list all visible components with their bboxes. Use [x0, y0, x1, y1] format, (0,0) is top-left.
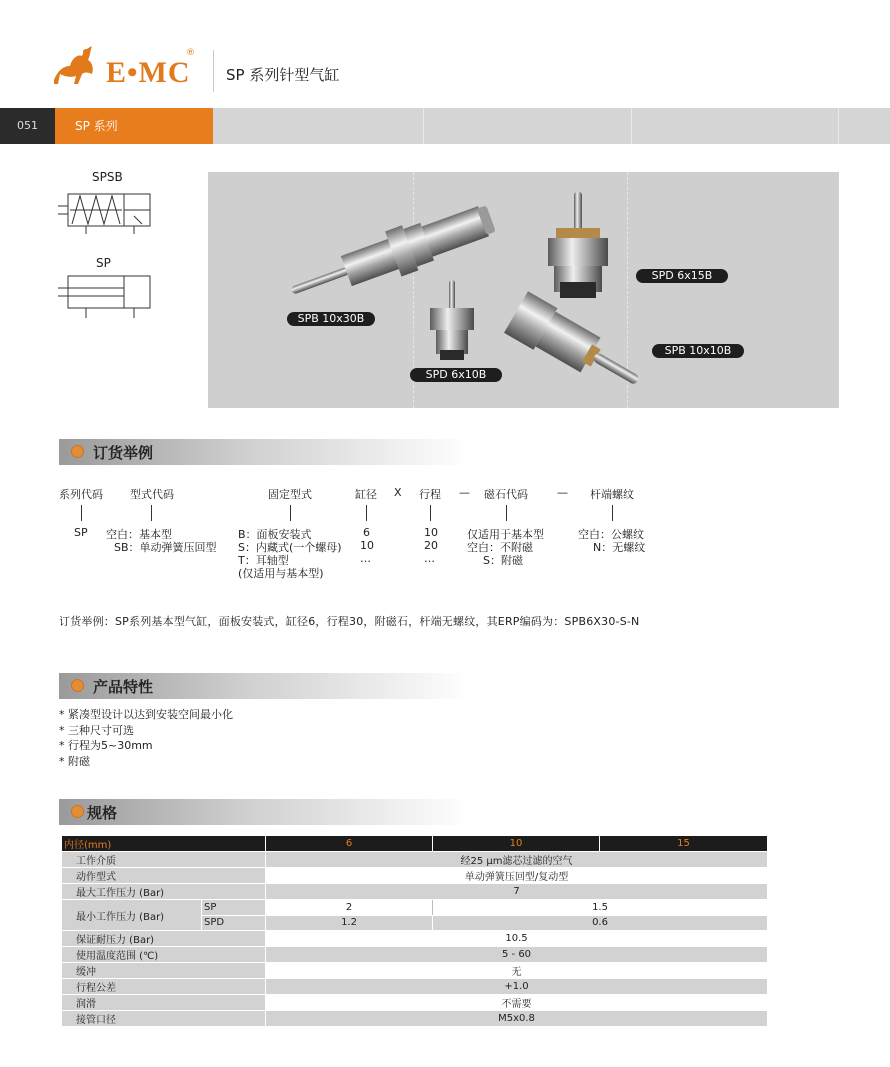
brand-logo-text: E•MC [106, 56, 191, 89]
order-header-dash: — [557, 486, 568, 499]
order-stroke-value: 20 [424, 539, 438, 552]
page-title: SP 系列针型气缸 [226, 66, 340, 84]
table-row [62, 884, 768, 900]
spec-value: 不需要 [266, 995, 768, 1011]
spec-label: 动作型式 [62, 868, 266, 884]
spec-head-10: 10 [433, 836, 600, 852]
table-row [62, 868, 768, 884]
order-magnet-option: S：附磁 [483, 554, 523, 567]
order-bore-value: 10 [360, 539, 374, 552]
order-header-magnet: 磁石代码 [484, 488, 528, 501]
feature-item: * 三种尺寸可选 [59, 724, 134, 737]
table-row [62, 1011, 768, 1027]
spec-value: 10.5 [266, 931, 768, 947]
order-mount-option: B：面板安装式 [238, 528, 312, 541]
section-bullet-icon [71, 805, 84, 818]
features-section-title: 产品特性 [93, 678, 154, 696]
spec-label: 最小工作压力 (Bar) [62, 900, 202, 931]
feature-item: * 附磁 [59, 755, 90, 768]
section-bullet-icon [71, 679, 84, 692]
order-connector-line [430, 505, 431, 521]
spec-sublabel: SP [202, 900, 266, 916]
spd-6x15b-tag: SPD 6x15B [636, 269, 728, 283]
order-type-option: 空白：基本型 [106, 528, 172, 541]
order-connector-line [81, 505, 82, 521]
table-row [62, 963, 768, 979]
order-connector-line [506, 505, 507, 521]
spec-label: 润滑 [62, 995, 266, 1011]
band-separator [631, 108, 632, 144]
order-header-type: 型式代码 [130, 488, 174, 501]
order-mount-option: T：耳轴型 [238, 554, 289, 567]
order-connector-line [612, 505, 613, 521]
order-bore-value: … [360, 552, 371, 565]
spec-value: 1.2 [266, 915, 433, 931]
spec-label: 缓冲 [62, 963, 266, 979]
order-stroke-value: … [424, 552, 435, 565]
order-connector-line [151, 505, 152, 521]
spec-value: 无 [266, 963, 768, 979]
order-example-text: 订货举例：SP系列基本型气缸，面板安装式，缸径6，行程30，附磁石，杆端无螺纹，其ERP编码为：SPB6X30-S-N [59, 615, 640, 628]
header-divider [213, 50, 214, 92]
series-tab: SP 系列 [55, 108, 213, 144]
band-separator [423, 108, 424, 144]
order-thread-option: 空白：公螺纹 [578, 528, 644, 541]
spec-value: +1.0 [266, 979, 768, 995]
order-header-series: 系列代码 [59, 488, 103, 501]
spec-head-15: 15 [600, 836, 768, 852]
order-header-x: X [394, 486, 402, 499]
spsb-spring-cylinder-symbol [58, 184, 154, 236]
order-header-stroke: 行程 [419, 488, 441, 501]
order-series-value: SP [74, 526, 88, 539]
spec-value: M5x0.8 [266, 1011, 768, 1027]
spec-header-row [62, 836, 768, 852]
order-section-title: 订货举例 [93, 444, 154, 462]
spec-section-header [59, 799, 471, 825]
page-number: 051 [0, 108, 55, 144]
order-mount-option: S：内藏式(一个螺母) [238, 541, 342, 554]
order-connector-line [366, 505, 367, 521]
section-bullet-icon [71, 445, 84, 458]
spb-10x30b-tag: SPB 10x30B [287, 312, 375, 326]
horse-rider-logo-icon [48, 40, 100, 92]
order-magnet-note: 仅适用于基本型 [467, 528, 544, 541]
order-magnet-option: 空白：不附磁 [467, 541, 533, 554]
order-bore-value: 6 [363, 526, 370, 539]
table-row [62, 979, 768, 995]
order-header-thread: 杆端螺纹 [590, 488, 634, 501]
order-header-mount: 固定型式 [268, 488, 312, 501]
order-connector-line [290, 505, 291, 521]
spsb-symbol-label: SPSB [92, 170, 123, 184]
spec-label: 行程公差 [62, 979, 266, 995]
table-row [62, 900, 768, 916]
spec-label: 使用温度范围 (℃) [62, 947, 266, 963]
order-header-bore: 缸径 [355, 488, 377, 501]
sp-symbol-label: SP [96, 256, 111, 270]
spec-label: 最大工作压力 (Bar) [62, 884, 266, 900]
order-thread-option: N：无螺纹 [593, 541, 646, 554]
spb-10x10b-tag: SPB 10x10B [652, 344, 744, 358]
registered-mark: ® [186, 48, 195, 58]
spec-sublabel: SPD [202, 915, 266, 931]
feature-item: * 行程为5~30mm [59, 739, 153, 752]
spec-value: 单动弹簧压回型/复动型 [266, 868, 768, 884]
spec-value: 5 - 60 [266, 947, 768, 963]
sp-double-acting-cylinder-symbol [58, 270, 154, 322]
features-section-header [59, 673, 471, 699]
table-row [62, 947, 768, 963]
spec-label: 工作介质 [62, 852, 266, 868]
feature-item: * 紧凑型设计以达到安装空间最小化 [59, 708, 233, 721]
order-type-option: SB：单动弹簧压回型 [114, 541, 217, 554]
order-section-header [59, 439, 471, 465]
spec-value: 2 [266, 900, 433, 916]
table-row [62, 995, 768, 1011]
spec-value: 经25 μm滤芯过滤的空气 [266, 852, 768, 868]
spec-label: 保证耐压力 (Bar) [62, 931, 266, 947]
spec-label: 接管口径 [62, 1011, 266, 1027]
spec-value: 0.6 [433, 915, 768, 931]
spec-table [61, 835, 768, 1027]
spec-section-title: 规格 [87, 804, 118, 822]
spec-head-6: 6 [266, 836, 433, 852]
order-stroke-value: 10 [424, 526, 438, 539]
spec-value: 7 [266, 884, 768, 900]
spec-head-bore: 内径(mm) [62, 836, 266, 852]
order-header-dash: — [459, 486, 470, 499]
spd-6x10b-tag: SPD 6x10B [410, 368, 502, 382]
table-row [62, 931, 768, 947]
spec-value: 1.5 [433, 900, 768, 916]
band-separator [838, 108, 839, 144]
cylinder-product-images [208, 172, 839, 408]
table-row [62, 852, 768, 868]
order-mount-note: (仅适用与基本型) [238, 567, 324, 580]
